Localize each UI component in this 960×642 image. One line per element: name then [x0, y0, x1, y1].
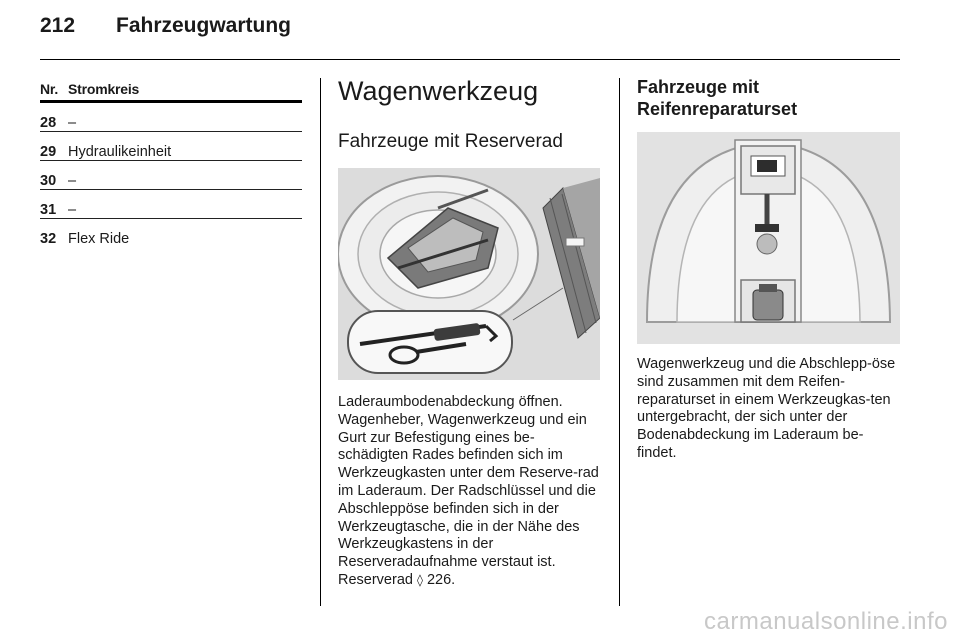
row-value: – [68, 173, 77, 189]
tyre-repair-kit-image [637, 132, 900, 344]
chapter-title: Fahrzeugwartung [116, 14, 292, 37]
tyre-repair-kit-illustration [637, 132, 900, 344]
page-number: 212 [40, 14, 76, 37]
watermark: carmanualsonline.info [704, 608, 948, 635]
row-value: Hydraulikeinheit [68, 144, 172, 160]
row-value: – [68, 115, 77, 131]
fuse-table [40, 78, 302, 247]
spare-wheel-tools-image [338, 168, 600, 380]
table-header [40, 78, 302, 100]
cross-reference-arrow-icon[interactable]: ◊ [416, 572, 423, 587]
table-row [40, 103, 302, 132]
table-row [40, 219, 302, 247]
xref-page[interactable]: 226. [426, 571, 456, 588]
paragraph-spare-wheel-text: Laderaumbodenabdeckung öffnen. Wagenheber, Wagenwerkzeug und ein Gurt zur Befestigung eines be-schädigten Rades befinden sich im Werkzeugkasten unter dem Reserve-rad im Laderaum. Der Radschlüssel und die Abschleppöse befinden sich in der Werkzeugtasche, die in der Nähe des Werkzeugkastens in der Reserveradaufnahme verstaut ist. [338, 394, 599, 571]
column-divider [619, 78, 620, 606]
page-header [40, 14, 900, 46]
header-stromkreis: Stromkreis [68, 81, 140, 97]
row-nr: 29 [40, 144, 57, 160]
tyre-repair-section [637, 76, 900, 477]
paragraph-spare-wheel [338, 394, 604, 590]
row-nr: 31 [40, 202, 57, 218]
spare-wheel-tools-illustration [338, 168, 600, 380]
table-row [40, 161, 302, 190]
spare-wheel-section [338, 74, 604, 604]
xref-label: Reserverad [338, 571, 413, 588]
row-nr: 32 [40, 231, 57, 247]
subheading-tyre-repair: Fahrzeuge mit Reifenreparaturset [637, 77, 798, 119]
section-title: Wagenwerkzeug [338, 76, 539, 106]
row-nr: 28 [40, 115, 57, 131]
table-row [40, 132, 302, 161]
header-rule [40, 59, 900, 60]
column-divider [320, 78, 321, 606]
row-value: – [68, 202, 77, 218]
row-value: Flex Ride [68, 231, 130, 247]
subheading-spare-wheel: Fahrzeuge mit Reserverad [338, 131, 563, 152]
row-nr: 30 [40, 173, 57, 189]
header-nr: Nr. [40, 81, 59, 97]
table-row [40, 190, 302, 219]
paragraph-tyre-repair: Wagenwerkzeug und die Abschlepp-öse sind zusammen mit dem Reifen-reparaturset in einem Werkzeugkas-ten untergebracht, der sich unter der Bodenabdeckung im Laderaum be-findet. [637, 356, 896, 461]
